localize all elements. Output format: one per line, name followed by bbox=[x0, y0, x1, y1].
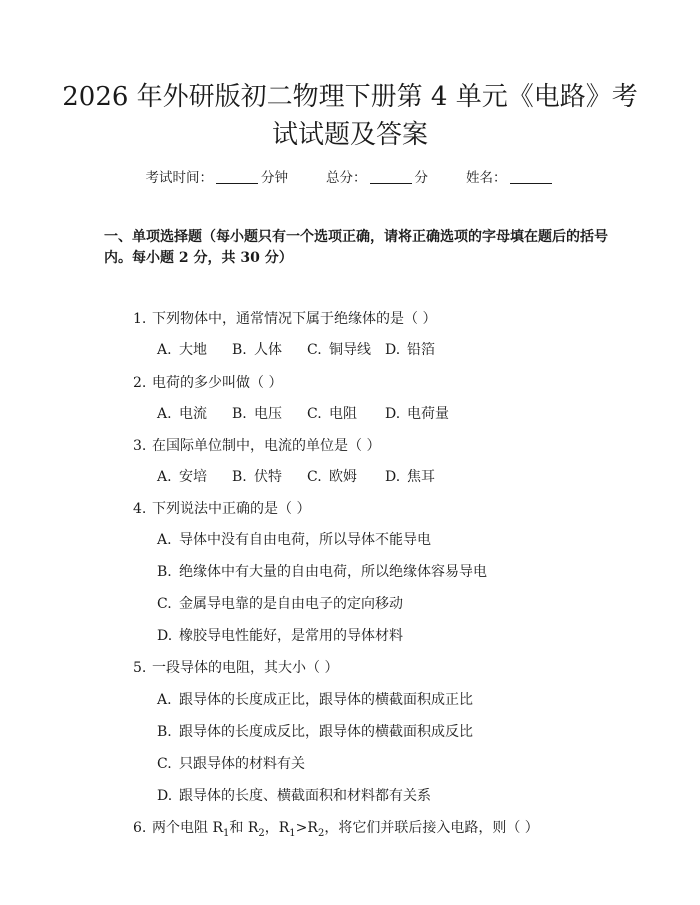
option-c: C. 欧姆 bbox=[307, 469, 357, 485]
option-b: B. 跟导体的长度成反比，跟导体的横截面积成反比 bbox=[157, 724, 473, 740]
option-b: B. 电压 bbox=[232, 406, 282, 422]
question-stem: 一段导体的电阻，其大小（ ） bbox=[152, 660, 339, 676]
question-stem: 在国际单位制中，电流的单位是（ ） bbox=[152, 438, 381, 454]
option-c: C. 只跟导体的材料有关 bbox=[157, 756, 305, 772]
question-6 bbox=[133, 818, 539, 838]
question-5 bbox=[133, 658, 338, 678]
question-2-options bbox=[157, 404, 460, 424]
question-3-options bbox=[157, 467, 460, 487]
question-4 bbox=[133, 499, 310, 519]
option-a: A. 电流 bbox=[157, 406, 207, 422]
student-name-label: 姓名： bbox=[466, 170, 507, 186]
exam-time-unit: 分钟 bbox=[261, 170, 288, 186]
question-number: 6. bbox=[133, 820, 147, 836]
question-stem: 下列说法中正确的是（ ） bbox=[152, 501, 311, 517]
option-a: A. 跟导体的长度成正比，跟导体的横截面积成正比 bbox=[157, 692, 473, 708]
option-c: C. 铜导线 bbox=[307, 342, 371, 358]
option-a: A. 导体中没有自由电荷，所以导体不能导电 bbox=[157, 532, 431, 548]
exam-score-unit: 分 bbox=[414, 170, 428, 186]
exam-score bbox=[326, 168, 428, 188]
exam-score-blank bbox=[370, 169, 412, 184]
question-number: 2. bbox=[133, 375, 147, 391]
option-d: D. 焦耳 bbox=[385, 469, 435, 485]
question-number: 5. bbox=[133, 660, 147, 676]
page-title: 2026 年外研版初二物理下册第 4 单元《电路》考试试题及答案 bbox=[62, 82, 638, 150]
question-1-options bbox=[157, 340, 460, 360]
option-d: D. 橡胶导电性能好，是常用的导体材料 bbox=[157, 628, 403, 644]
option-d: D. 电荷量 bbox=[385, 406, 449, 422]
option-a: A. 安培 bbox=[157, 469, 207, 485]
question-stem: 电荷的多少叫做（ ） bbox=[152, 375, 283, 391]
section-heading: 一、单项选择题（每小题只有一个选项正确，请将正确选项的字母填在题后的括号内。每小题 2 分，共 30 分） bbox=[104, 229, 608, 266]
option-d: D. 铅箔 bbox=[385, 342, 435, 358]
question-3 bbox=[133, 436, 380, 456]
question-number: 4. bbox=[133, 501, 147, 517]
option-b: B. 伏特 bbox=[232, 469, 282, 485]
student-name bbox=[466, 168, 555, 188]
exam-time-blank bbox=[216, 169, 258, 184]
exam-score-label: 总分： bbox=[326, 170, 367, 186]
exam-time bbox=[146, 168, 289, 188]
question-number: 1. bbox=[133, 311, 147, 327]
exam-time-label: 考试时间： bbox=[145, 170, 213, 186]
question-2 bbox=[133, 373, 282, 393]
option-c: C. 电阻 bbox=[307, 406, 357, 422]
option-b: B. 绝缘体中有大量的自由电荷，所以绝缘体容易导电 bbox=[157, 564, 487, 580]
student-name-blank bbox=[510, 169, 552, 184]
question-1 bbox=[133, 309, 436, 329]
question-number: 3. bbox=[133, 438, 147, 454]
option-b: B. 人体 bbox=[232, 342, 282, 358]
question-stem: 下列物体中，通常情况下属于绝缘体的是（ ） bbox=[152, 311, 437, 327]
question-stem: 两个电阻 $R_1$和 $R_2$，$R_1>R_2$，将它们并联后接入电路，则（ ） bbox=[152, 820, 539, 839]
exam-info bbox=[0, 168, 700, 188]
option-d: D. 跟导体的长度、横截面积和材料都有关系 bbox=[157, 788, 431, 804]
option-c: C. 金属导电靠的是自由电子的定向移动 bbox=[157, 596, 403, 612]
option-a: A. 大地 bbox=[157, 342, 207, 358]
